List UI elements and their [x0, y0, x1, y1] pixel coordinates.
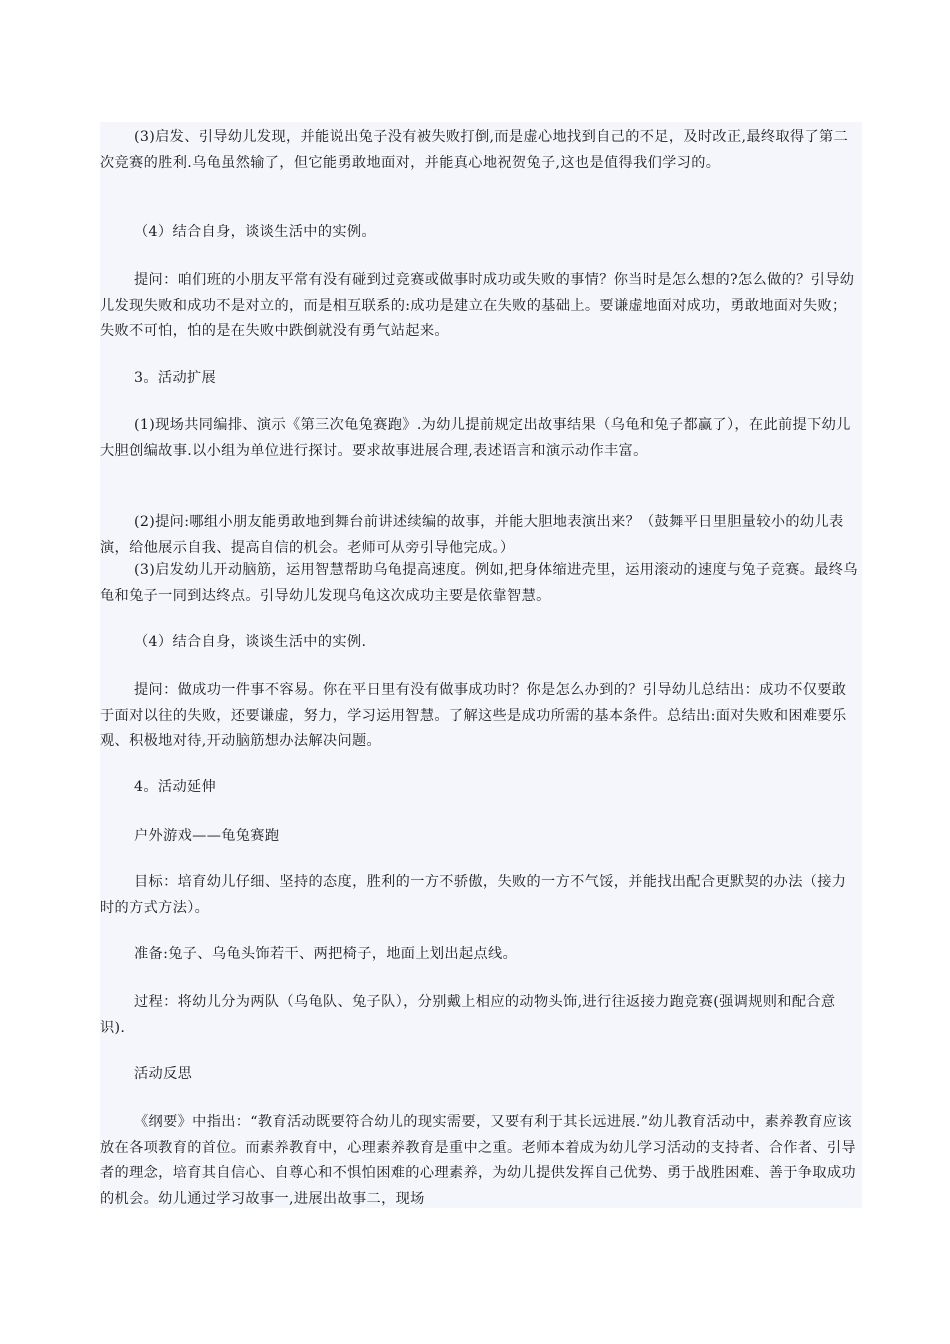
heading-activity-extension: 3。活动扩展 — [134, 370, 217, 386]
paragraph-goal: 目标：培育幼儿仔细、坚持的态度，胜利的一方不骄傲，失败的一方不气馁，并能找出配合更默契的办法（接力时的方式方法）。 — [100, 874, 847, 916]
paragraph-preparation: 准备:兔子、乌龟头饰若干、两把椅子，地面上划出起点线。 — [134, 946, 518, 962]
document-page — [100, 122, 862, 1208]
paragraph-extension-2: (2)提问:哪组小朋友能勇敢地到舞台前讲述续编的故事，并能大胆地表演出来？（鼓舞平日里胆量较小的幼儿表演，给他展示自我、提高自信的机会。老师可从旁引导他完成。） — [100, 514, 844, 556]
heading-activity-continuation: 4。活动延伸 — [134, 779, 217, 795]
paragraph-process: 过程：将幼儿分为两队（乌龟队、兔子队），分别戴上相应的动物头饰,进行往返接力跑竞赛(强调规则和配合意识). — [100, 994, 836, 1036]
paragraph-step4-examples: （4）结合自身，谈谈生活中的实例。 — [134, 224, 376, 240]
heading-reflection: 活动反思 — [134, 1066, 193, 1082]
paragraph-step3-discovery: (3)启发、引导幼儿发现，并能说出兔子没有被失败打倒,而是虚心地找到自己的不足，及时改正,最终取得了第二次竞赛的胜利.乌龟虽然输了，但它能勇敢地面对，并能真心地祝贺兔子,这也是值得我们学习的。 — [100, 129, 849, 171]
paragraph-extension-4: （4）结合自身，谈谈生活中的实例. — [134, 634, 367, 650]
paragraph-reflection: 《纲要》中指出：“教育活动既要符合幼儿的现实需要，又要有利于其长远进展.”幼儿教育活动中，素养教育应该放在各项教育的首位。而素养教育中，心理素养教育是重中之重。老师本着成为幼儿学习活动的支持者、合作者、引导者的理念，培育其自信心、自尊心和不惧怕困难的心理素养，为幼儿提供发挥自己优势、勇于战胜困难、善于争取成功的机会。幼儿通过学习故事一,进展出故事二，现场 — [100, 1114, 856, 1207]
paragraph-extension-1: (1)现场共同编排、演示《第三次龟兔赛跑》.为幼儿提前规定出故事结果（乌龟和兔子都赢了），在此前提下幼儿大胆创编故事.以小组为单位进行探讨。要求故事进展合理,表述语言和演示动作丰富。 — [100, 417, 851, 459]
paragraph-outdoor-game: 户外游戏——龟兔赛跑 — [134, 828, 280, 844]
paragraph-question-success-failure: 提问：咱们班的小朋友平常有没有碰到过竞赛或做事时成功或失败的事情？你当时是怎么想的?怎么做的？引导幼儿发现失败和成功不是对立的，而是相互联系的:成功是建立在失败的基础上。要谦虚地面对成功，勇敢地面对失败；失败不可怕，怕的是在失败中跌倒就没有勇气站起来。 — [100, 272, 855, 339]
paragraph-extension-3: (3)启发幼儿开动脑筋，运用智慧帮助乌龟提高速度。例如,把身体缩进壳里，运用滚动的速度与兔子竞赛。最终乌龟和兔子一同到达终点。引导幼儿发现乌龟这次成功主要是依靠智慧。 — [100, 562, 858, 604]
paragraph-question-success: 提问：做成功一件事不容易。你在平日里有没有做事成功时？你是怎么办到的？引导幼儿总结出：成功不仅要敢于面对以往的失败，还要谦虚，努力，学习运用智慧。了解这些是成功所需的基本条件。总结出:面对失败和困难要乐观、积极地对待,开动脑筋想办法解决问题。 — [100, 682, 847, 749]
